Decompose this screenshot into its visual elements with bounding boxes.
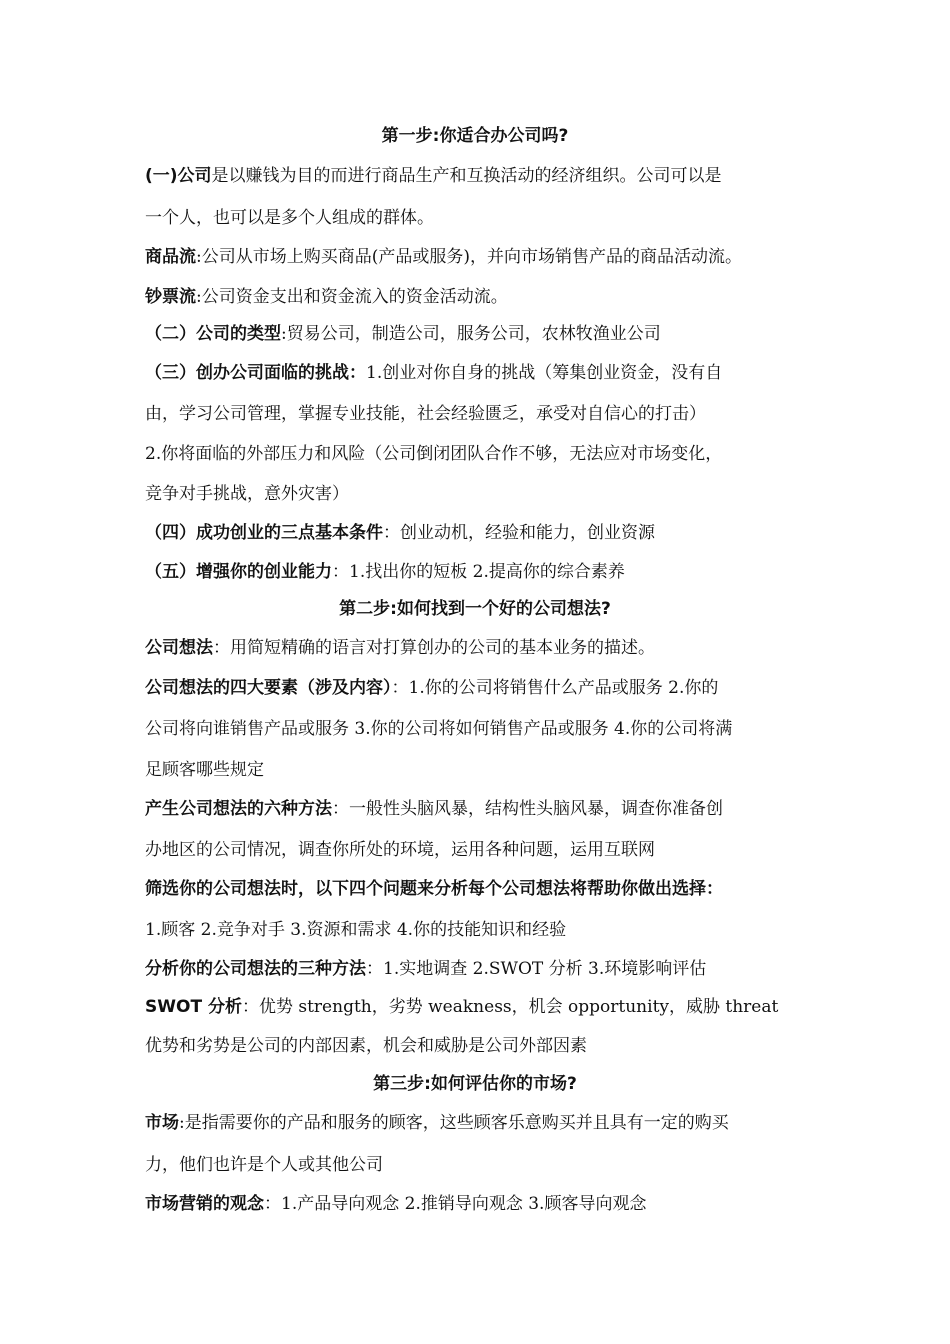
basic-conditions-text: ：创业动机，经验和能力，创业资源 <box>383 523 655 543</box>
paragraph-marketing-concepts <box>145 1192 825 1216</box>
paragraph-company-idea <box>145 636 825 660</box>
paragraph-three-methods <box>145 957 825 981</box>
step2-title: 第二步:如何找到一个好的公司想法? <box>339 599 611 619</box>
paragraph-challenges <box>145 361 825 385</box>
four-elements-label: 公司想法的四大要素（涉及内容） <box>145 678 392 698</box>
market-label: 市场 <box>145 1113 179 1133</box>
swot-cont: 优势和劣势是公司的内部因素，机会和威胁是公司外部因素 <box>145 1036 587 1056</box>
market-text: :是指需要你的产品和服务的顾客，这些顾客乐意购买并且具有一定的购买 <box>179 1113 729 1133</box>
paragraph-enhance-ability <box>145 560 825 584</box>
filter-ideas-text: 1.顾客 2.竞争对手 3.资源和需求 4.你的技能知识和经验 <box>145 920 567 940</box>
company-types-label: （二）公司的类型 <box>145 324 281 344</box>
challenges-cont-1: 由，学习公司管理，掌握专业技能，社会经验匮乏，承受对自信心的打击） <box>145 404 706 424</box>
paragraph-four-elements <box>145 676 825 700</box>
paragraph-swot <box>145 995 825 1019</box>
company-idea-label: 公司想法 <box>145 638 213 658</box>
company-definition-cont: 一个人，也可以是多个人组成的群体。 <box>145 208 434 228</box>
paragraph-goods-flow <box>145 245 825 269</box>
challenges-cont-2: 2.你将面临的外部压力和风险（公司倒闭团队合作不够，无法应对市场变化， <box>145 444 723 464</box>
paragraph-market <box>145 1111 825 1135</box>
swot-label: SWOT 分析 <box>145 997 242 1017</box>
swot-text: ：优势 strength，劣势 weakness，机会 opportunity，威胁 threat <box>241 997 779 1017</box>
enhance-ability-text: ：1.找出你的短板 2.提高你的综合素养 <box>332 562 625 582</box>
step3-title: 第三步:如何评估你的市场? <box>373 1074 577 1094</box>
market-cont: 力，他们也许是个人或其他公司 <box>145 1155 383 1175</box>
enhance-ability-label: （五）增强你的创业能力 <box>145 562 332 582</box>
company-text: 是以赚钱为目的而进行商品生产和互换活动的经济组织。公司可以是 <box>211 166 722 186</box>
marketing-concepts-label: 市场营销的观念 <box>145 1194 264 1214</box>
three-methods-label: 分析你的公司想法的三种方法 <box>145 959 366 979</box>
paragraph-six-methods <box>145 797 825 821</box>
challenges-text: 1.创业对你自身的挑战（筹集创业资金，没有自 <box>366 363 723 383</box>
paragraph-cash-flow <box>145 285 825 309</box>
basic-conditions-label: （四）成功创业的三点基本条件 <box>145 523 383 543</box>
four-elements-cont-1: 公司将向谁销售产品或服务 3.你的公司将如何销售产品或服务 4.你的公司将满 <box>145 719 733 739</box>
six-methods-label: 产生公司想法的六种方法 <box>145 799 332 819</box>
marketing-concepts-text: ：1.产品导向观念 2.推销导向观念 3.顾客导向观念 <box>264 1194 647 1214</box>
step1-title: 第一步:你适合办公司吗? <box>381 126 569 146</box>
cash-flow-label: 钞票流 <box>145 287 196 307</box>
company-label: (一)公司 <box>145 166 212 186</box>
challenges-label: （三）创办公司面临的挑战： <box>145 363 366 383</box>
four-elements-text: ：1.你的公司将销售什么产品或服务 2.你的 <box>391 678 719 698</box>
three-methods-text: ：1.实地调查 2.SWOT 分析 3.环境影响评估 <box>366 959 707 979</box>
filter-ideas-heading: 筛选你的公司想法时，以下四个问题来分析每个公司想法将帮助你做出选择： <box>145 879 723 899</box>
cash-flow-text: :公司资金支出和资金流入的资金活动流。 <box>196 287 508 307</box>
paragraph-company-types <box>145 322 825 346</box>
six-methods-text: ：一般性头脑风暴，结构性头脑风暴，调查你准备创 <box>332 799 723 819</box>
goods-flow-text: :公司从市场上购买商品(产品或服务)，并向市场销售产品的商品活动流。 <box>196 247 742 267</box>
goods-flow-label: 商品流 <box>145 247 196 267</box>
company-types-text: :贸易公司，制造公司，服务公司，农林牧渔业公司 <box>281 324 661 344</box>
challenges-cont-3: 竞争对手挑战，意外灾害） <box>145 484 349 504</box>
six-methods-cont: 办地区的公司情况，调查你所处的环境，运用各种问题，运用互联网 <box>145 840 655 860</box>
paragraph-basic-conditions <box>145 521 825 545</box>
company-idea-text: ：用简短精确的语言对打算创办的公司的基本业务的描述。 <box>213 638 655 658</box>
paragraph-company-definition <box>145 164 825 188</box>
four-elements-cont-2: 足顾客哪些规定 <box>145 760 264 780</box>
